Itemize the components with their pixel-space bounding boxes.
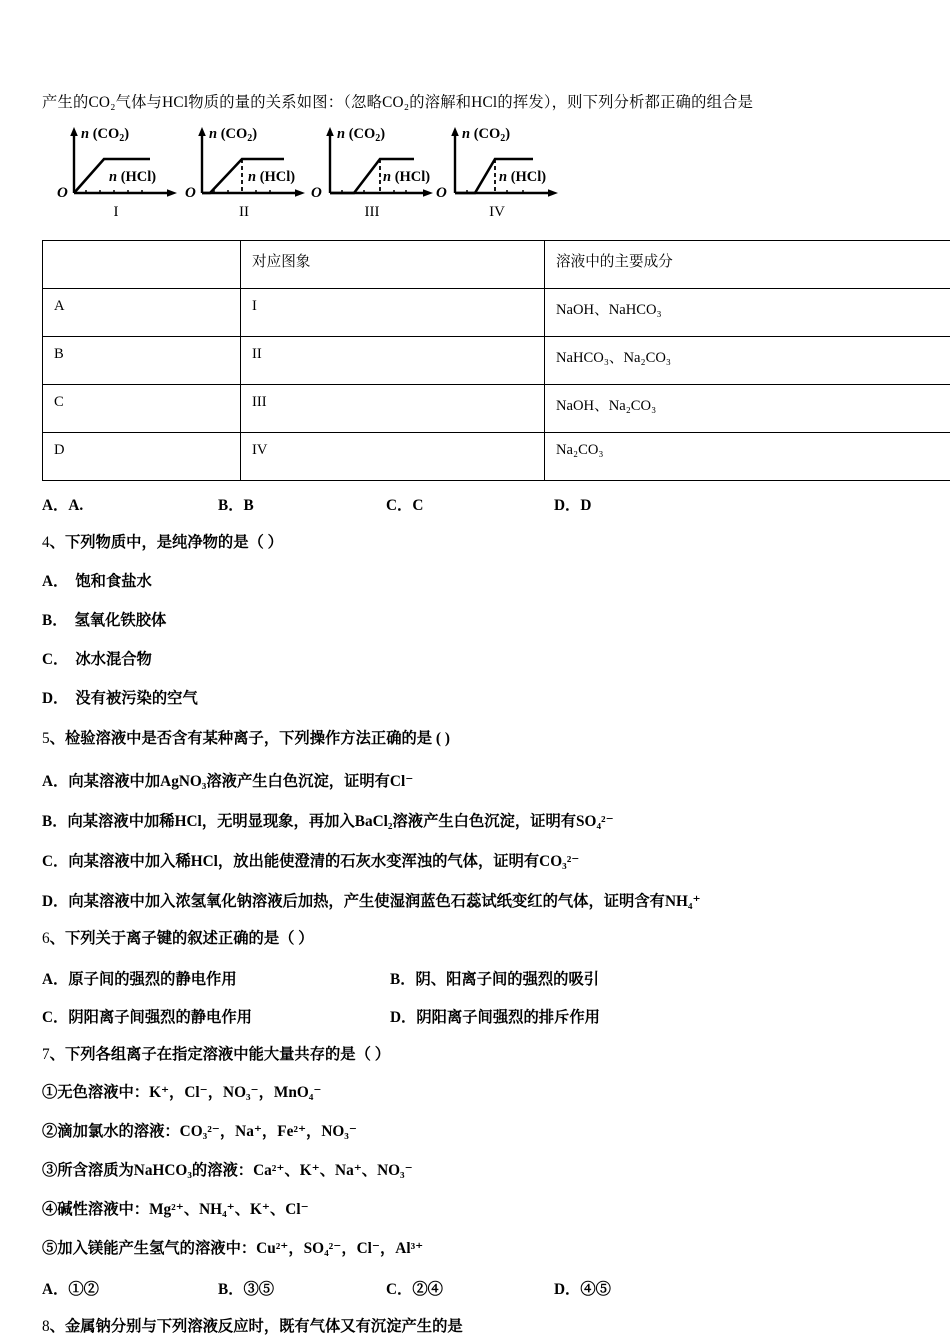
question-6-options-row-1 bbox=[42, 967, 908, 989]
question-4-option-a[interactable] bbox=[42, 571, 908, 594]
question-8-number: 8 bbox=[42, 1318, 50, 1336]
question-6-option-b[interactable] bbox=[390, 967, 599, 989]
question-8-stem bbox=[42, 1316, 908, 1339]
question-4-option-c-label: C． bbox=[42, 650, 69, 668]
question-6-option-a[interactable] bbox=[42, 967, 390, 989]
graph-IV-xlabel: n (HCl) bbox=[499, 168, 547, 185]
graph-III-ylabel: n $(CO_2)$ bbox=[337, 125, 386, 144]
table-cell-graph: III bbox=[241, 384, 545, 432]
question-6-option-c-text: 阴阳离子间强烈的静电作用 bbox=[68, 1008, 252, 1026]
question-3-answer-row bbox=[42, 493, 908, 515]
graph-I bbox=[52, 121, 180, 219]
question-5-option-d-label: D． bbox=[42, 892, 69, 910]
question-5-option-b-label: B． bbox=[42, 812, 68, 830]
graph-I-origin: O bbox=[57, 184, 68, 201]
graph-III-svg bbox=[308, 121, 443, 203]
question-5-option-d[interactable] bbox=[42, 889, 908, 911]
graph-IV-label: IV bbox=[489, 203, 505, 220]
question-3-option-c[interactable]: C．C bbox=[386, 496, 424, 514]
question-5-option-b-text: 向某溶液中加稀HCl，无明显现象，再加入BaCl₂溶液产生白色沉淀，证明有SO₄²⁻ bbox=[67, 812, 614, 830]
question-3-stem-text: 产生的CO₂气体与HCl物质的量的关系如图：（忽略CO₂的溶解和HCl的挥发），则下列分析都正确的组合是 bbox=[42, 94, 754, 111]
question-6-option-c-label: C． bbox=[42, 1008, 69, 1026]
question-7-option-d[interactable]: D．④⑤ bbox=[554, 1281, 611, 1299]
table-header-blank bbox=[43, 240, 241, 288]
graph-I-svg bbox=[52, 121, 187, 203]
question-7-answer-row bbox=[42, 1277, 908, 1299]
question-4-stem-text: 、下列物质中，是纯净物的是（ ） bbox=[49, 533, 283, 551]
question-4-option-b-label: B． bbox=[42, 611, 68, 629]
graph-II bbox=[180, 121, 308, 219]
graph-III bbox=[308, 121, 436, 219]
graph-I-ylabel: n $(CO_2)$ bbox=[81, 125, 130, 144]
question-7-item-4: ④碱性溶液中：Mg²⁺、NH₄⁺、K⁺、Cl⁻ bbox=[42, 1201, 309, 1219]
table-cell-components: NaOH、Na₂CO₃ bbox=[545, 384, 950, 432]
table-cell-choice: C bbox=[43, 384, 241, 432]
table-cell-graph: I bbox=[241, 288, 545, 336]
question-4-stem bbox=[42, 532, 908, 555]
question-8-stem-text: 、金属钠分别与下列溶液反应时，既有气体又有沉淀产生的是 bbox=[49, 1318, 463, 1336]
question-5-option-a-text: 向某溶液中加AgNO₃溶液产生白色沉淀，证明有Cl⁻ bbox=[68, 772, 414, 790]
question-6-number: 6 bbox=[42, 929, 50, 947]
table-cell-components: NaOH、NaHCO₃ bbox=[545, 288, 950, 336]
question-6-option-a-text: 原子间的强烈的静电作用 bbox=[68, 970, 237, 988]
table-row bbox=[43, 432, 950, 480]
question-7-number: 7 bbox=[42, 1045, 50, 1063]
graph-II-svg bbox=[180, 121, 315, 203]
question-7-item-3: ③所含溶质为NaHCO₃的溶液：Ca²⁺、K⁺、Na⁺、NO₃⁻ bbox=[42, 1162, 413, 1180]
table-cell-graph: IV bbox=[241, 432, 545, 480]
question-4-option-d[interactable] bbox=[42, 688, 908, 711]
question-3-option-d[interactable]: D．D bbox=[554, 496, 592, 514]
page-content bbox=[42, 92, 908, 1339]
question-4-option-b-text: 氢氧化铁胶体 bbox=[74, 611, 167, 629]
graph-IV bbox=[433, 121, 561, 219]
question-6-option-c[interactable] bbox=[42, 1005, 390, 1027]
table-header-row bbox=[43, 240, 950, 288]
question-7-item-2: ②滴加氯水的溶液：CO₃²⁻，Na⁺，Fe²⁺，NO₃⁻ bbox=[42, 1123, 357, 1141]
table-header-graph: 对应图象 bbox=[241, 240, 545, 288]
graph-IV-origin: O bbox=[436, 184, 447, 201]
question-5-option-c-label: C． bbox=[42, 852, 69, 870]
table-row bbox=[43, 384, 950, 432]
question-3-stem bbox=[42, 92, 908, 115]
question-6-options-row-2 bbox=[42, 1005, 908, 1027]
question-3-option-b[interactable]: B．B bbox=[218, 496, 254, 514]
question-5-option-d-text: 向某溶液中加入浓氢氧化钠溶液后加热，产生使湿润蓝色石蕊试纸变红的气体，证明含有NH₄⁺ bbox=[68, 892, 701, 910]
table-row bbox=[43, 336, 950, 384]
question-7-item-1: ①无色溶液中：K⁺，Cl⁻，NO₃⁻，MnO₄⁻ bbox=[42, 1084, 322, 1102]
graph-IV-svg bbox=[433, 121, 568, 203]
question-5-stem bbox=[42, 728, 908, 751]
question-7-stem bbox=[42, 1044, 908, 1067]
question-5-option-a[interactable] bbox=[42, 769, 908, 791]
question-4-option-d-label: D． bbox=[42, 689, 69, 707]
question-4-option-a-label: A． bbox=[42, 572, 69, 590]
question-7-option-a[interactable]: A．①② bbox=[42, 1281, 99, 1299]
question-4-option-a-text: 饱和食盐水 bbox=[75, 572, 152, 590]
question-6-option-b-text: 阴、阳离子间的强烈的吸引 bbox=[415, 970, 600, 988]
question-4-option-d-text: 没有被污染的空气 bbox=[75, 689, 198, 707]
question-5-option-c[interactable] bbox=[42, 849, 908, 871]
graph-II-origin: O bbox=[185, 184, 196, 201]
question-4-number: 4 bbox=[42, 533, 50, 551]
question-4-option-b[interactable] bbox=[42, 610, 908, 633]
table-cell-components: Na₂CO₃ bbox=[545, 432, 950, 480]
question-6-option-d-text: 阴阳离子间强烈的排斥作用 bbox=[416, 1008, 600, 1026]
table-row bbox=[43, 288, 950, 336]
question-7-item-5: ⑤加入镁能产生氢气的溶液中：Cu²⁺，SO₄²⁻，Cl⁻，Al³⁺ bbox=[42, 1240, 424, 1258]
answer-options-table bbox=[42, 240, 950, 481]
question-6-option-d[interactable] bbox=[390, 1005, 600, 1027]
table-cell-components: NaHCO₃、Na₂CO₃ bbox=[545, 336, 950, 384]
graph-III-origin: O bbox=[311, 184, 322, 201]
question-6-stem bbox=[42, 928, 908, 951]
question-5-option-b[interactable] bbox=[42, 809, 908, 831]
graph-I-xlabel: n (HCl) bbox=[109, 168, 157, 185]
question-7-option-c[interactable]: C．②④ bbox=[386, 1281, 443, 1299]
question-7-stem-text: 、下列各组离子在指定溶液中能大量共存的是（ ） bbox=[49, 1045, 391, 1063]
graph-strip bbox=[52, 121, 908, 219]
question-6-option-a-label: A． bbox=[42, 970, 69, 988]
question-6-option-d-label: D． bbox=[390, 1008, 417, 1026]
graph-III-xlabel: n (HCl) bbox=[383, 168, 431, 185]
question-6-stem-text: 、下列关于离子键的叙述正确的是（ ） bbox=[49, 929, 314, 947]
graph-II-xlabel: n (HCl) bbox=[248, 168, 296, 185]
table-cell-graph: II bbox=[241, 336, 545, 384]
question-4-option-c-text: 冰水混合物 bbox=[75, 650, 152, 668]
question-4-option-c[interactable] bbox=[42, 649, 908, 672]
graph-IV-ylabel: n $(CO_2)$ bbox=[462, 125, 511, 144]
table-header-components: 溶液中的主要成分 bbox=[545, 240, 950, 288]
question-3-option-a[interactable]: A．A. bbox=[42, 496, 84, 514]
table-cell-choice: B bbox=[43, 336, 241, 384]
graph-II-label: II bbox=[239, 203, 249, 220]
question-5-option-a-label: A． bbox=[42, 772, 69, 790]
question-5-stem-text: 、检验溶液中是否含有某种离子，下列操作方法正确的是 ( ) bbox=[49, 729, 450, 747]
graph-II-ylabel: n $(CO_2)$ bbox=[209, 125, 258, 144]
question-6-option-b-label: B． bbox=[390, 970, 416, 988]
question-7-option-b[interactable]: B．③⑤ bbox=[218, 1281, 275, 1299]
graph-III-label: III bbox=[364, 203, 380, 220]
question-5-number: 5 bbox=[42, 729, 50, 747]
question-5-option-c-text: 向某溶液中加入稀HCl，放出能使澄清的石灰水变浑浊的气体，证明有CO₃²⁻ bbox=[68, 852, 580, 870]
graph-I-label: I bbox=[113, 203, 119, 220]
table-cell-choice: A bbox=[43, 288, 241, 336]
table-cell-choice: D bbox=[43, 432, 241, 480]
